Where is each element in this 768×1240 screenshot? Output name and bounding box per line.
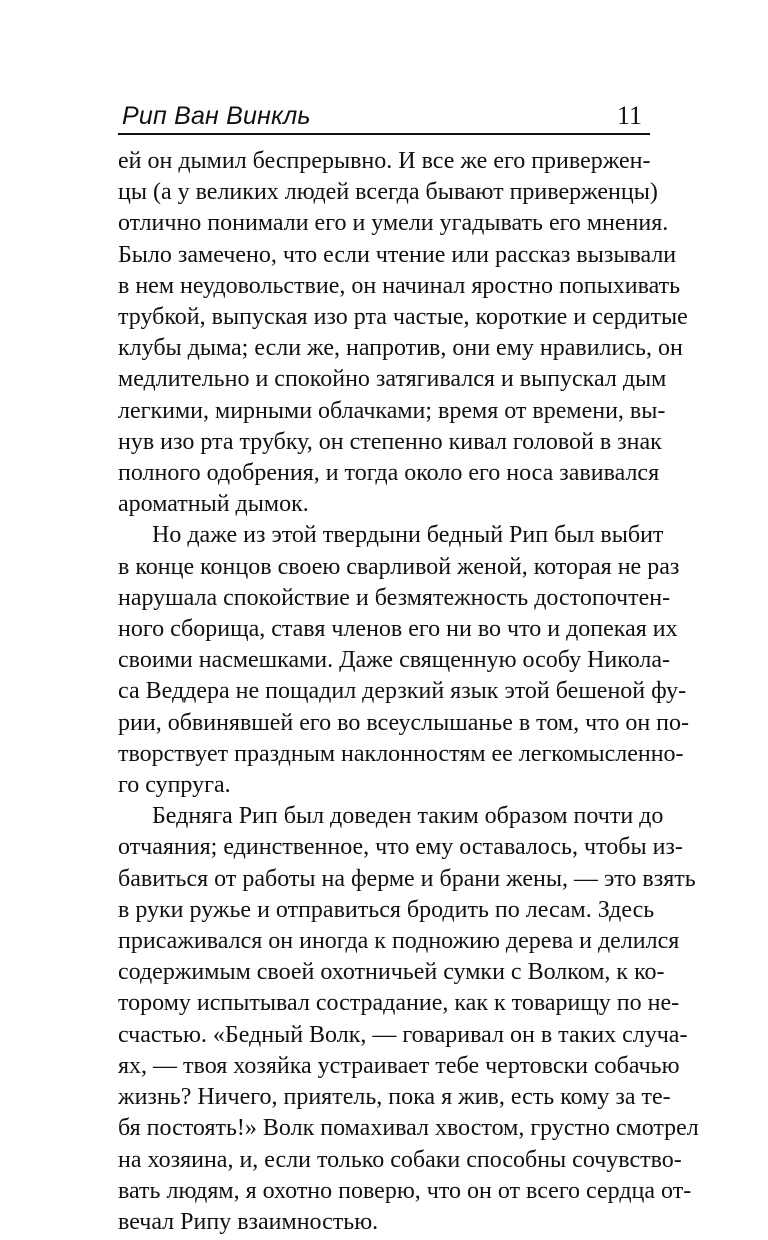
text-line: в нем неудовольствие, он начинал яростно попыхивать [118, 272, 681, 299]
running-title: Рип Ван Винкль [122, 102, 311, 130]
text-line: вечал Рипу взаимностью. [118, 1208, 379, 1235]
text-line: вать людям, я охотно поверю, что он от всего сердца от- [118, 1177, 692, 1204]
text-line: в руки ружье и отправиться бродить по лесам. Здесь [118, 896, 655, 923]
text-line: Было замечено, что если чтение или рассказ вызывали [118, 241, 677, 268]
text-line: бавиться от работы на ферме и брани жены, — это взять [118, 865, 696, 892]
text-line: полного одобрения, и тогда около его носа завивался [118, 460, 660, 487]
text-line: цы (а у великих людей всегда бывают приверженцы) [118, 179, 658, 206]
text-line: клубы дыма; если же, напротив, они ему нравились, он [118, 335, 683, 362]
text-line: бя постоять!» Волк помахивал хвостом, грустно смотрел [118, 1115, 699, 1142]
text-line: медлительно и спокойно затягивался и выпускал дым [118, 366, 667, 393]
text-line: легкими, мирными облачками; время от времени, вы- [118, 397, 666, 424]
text-line: Бедняга Рип был доведен таким образом почти до [152, 803, 664, 830]
text-line: отчаяния; единственное, что ему оставалось, чтобы из- [118, 834, 683, 861]
header-rule [118, 133, 650, 135]
text-line: рии, обвинявшей его во всеуслышанье в том, что он по- [118, 709, 690, 736]
text-line: в конце концов своею сварливой женой, которая не раз [118, 553, 680, 580]
text-line: на хозяина, и, если только собаки способны сочувство- [118, 1146, 682, 1173]
text-line: нув изо рта трубку, он степенно кивал головой в знак [118, 428, 662, 455]
text-line: отлично понимали его и умели угадывать его мнения. [118, 210, 669, 237]
paragraph-3 [118, 801, 699, 1238]
paragraph-1 [118, 146, 688, 520]
text-line: ного сборища, ставя членов его ни во что и допекая их [118, 616, 678, 643]
text-line: трубкой, выпуская изо рта частые, короткие и сердитые [118, 304, 688, 331]
text-line: жизнь? Ничего, приятель, пока я жив, есть кому за те- [118, 1084, 671, 1111]
text-line: счастью. «Бедный Волк, — говаривал он в таких случа- [118, 1021, 688, 1048]
text-line: своими насмешками. Даже священную особу Никола- [118, 647, 671, 674]
paragraph-2 [118, 520, 690, 801]
text-line: творствует праздным наклонностям ее легкомысленно- [118, 740, 684, 767]
text-line: содержимым своей охотничьей сумки с Волком, к ко- [118, 959, 665, 986]
text-line: присаживался он иногда к подножию дерева и делился [118, 928, 680, 955]
page-number: 11 [616, 101, 642, 130]
body-text [118, 146, 699, 1238]
page-header [122, 100, 648, 132]
text-line: го супруга. [118, 772, 231, 799]
text-line: ях, — твоя хозяйка устраивает тебе чертовски собачью [118, 1052, 680, 1079]
text-line: ароматный дымок. [118, 491, 309, 518]
text-line: нарушала спокойствие и безмятежность достопочтен- [118, 584, 671, 611]
text-line: торому испытывал сострадание, как к товарищу по не- [118, 990, 680, 1017]
text-line: са Веддера не пощадил дерзкий язык этой бешеной фу- [118, 678, 687, 705]
text-line: Но даже из этой твердыни бедный Рип был выбит [152, 522, 664, 549]
text-line: ей он дымил беспрерывно. И все же его привержен- [118, 148, 651, 174]
